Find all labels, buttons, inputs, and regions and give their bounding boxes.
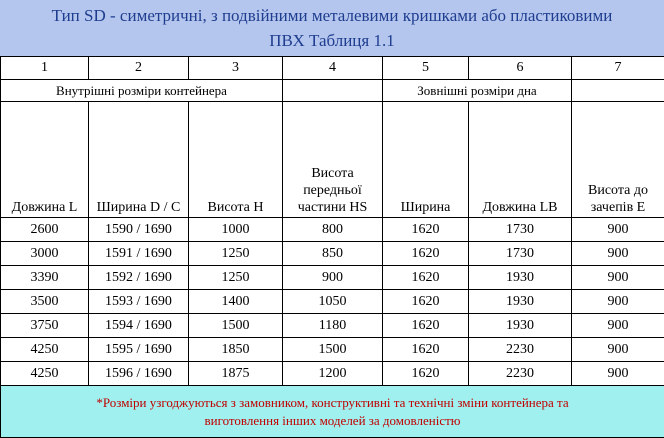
title-line-1: Тип SD - симетричні, з подвійними металевими кришками або пластиковими <box>0 3 664 28</box>
header-height: Висота H <box>189 102 283 218</box>
table-cell: 1620 <box>383 314 469 338</box>
table-cell: 1620 <box>383 218 469 242</box>
table-cell: 1875 <box>189 362 283 386</box>
table-cell: 900 <box>572 338 664 362</box>
table-row <box>1 314 664 338</box>
title-line-2: ПВХ Таблиця 1.1 <box>0 28 664 53</box>
table-row <box>1 218 664 242</box>
column-number: 7 <box>572 57 664 80</box>
column-number: 1 <box>1 57 89 80</box>
table-cell: 1180 <box>283 314 383 338</box>
table-cell: 2230 <box>469 362 572 386</box>
header-front-height-line: Висота <box>283 165 382 182</box>
table-cell: 3000 <box>1 242 89 266</box>
footnote-line-1: *Розміри узгоджуються з замовником, конструктивні та технічні зміни контейнера та <box>11 394 654 412</box>
table-body <box>1 218 664 386</box>
header-bottom-length: Довжина LB <box>469 102 572 218</box>
container-dimensions-table <box>0 56 664 438</box>
table-cell: 1200 <box>283 362 383 386</box>
column-number: 3 <box>189 57 283 80</box>
table-row <box>1 242 664 266</box>
table-cell: 2600 <box>1 218 89 242</box>
table-cell: 900 <box>572 266 664 290</box>
table-cell: 1595 / 1690 <box>89 338 189 362</box>
table-cell: 3500 <box>1 290 89 314</box>
column-number: 6 <box>469 57 572 80</box>
table-cell: 900 <box>572 290 664 314</box>
table-cell: 1596 / 1690 <box>89 362 189 386</box>
header-width: Ширина D / C <box>89 102 189 218</box>
table-cell: 3390 <box>1 266 89 290</box>
group-internal-dimensions: Внутрішні розміри контейнера <box>1 80 283 102</box>
header-hook-height-line: Висота до <box>572 182 664 199</box>
table-cell: 1250 <box>189 266 283 290</box>
footnote <box>1 386 664 438</box>
table-cell: 1590 / 1690 <box>89 218 189 242</box>
table-cell: 1050 <box>283 290 383 314</box>
table-cell: 2230 <box>469 338 572 362</box>
table-cell: 1400 <box>189 290 283 314</box>
table-row <box>1 266 664 290</box>
header-front-height-line: частини HS <box>283 199 382 216</box>
table-cell: 4250 <box>1 362 89 386</box>
header-bottom-width: Ширина <box>383 102 469 218</box>
table-cell: 1930 <box>469 266 572 290</box>
column-number-row <box>1 57 664 80</box>
group-header-row <box>1 80 664 102</box>
footnote-line-2: виготовлення інших моделей за домовленістю <box>11 412 654 430</box>
table-cell: 1930 <box>469 314 572 338</box>
table-cell: 1500 <box>283 338 383 362</box>
header-front-height <box>283 102 383 218</box>
table-cell: 1000 <box>189 218 283 242</box>
table-cell: 1620 <box>383 266 469 290</box>
column-number: 4 <box>283 57 383 80</box>
table-title <box>0 0 664 56</box>
table-cell: 900 <box>572 242 664 266</box>
table-cell: 1730 <box>469 218 572 242</box>
group-empty-cell <box>283 80 383 102</box>
table-cell: 900 <box>572 362 664 386</box>
table-cell: 1594 / 1690 <box>89 314 189 338</box>
column-header-row <box>1 102 664 218</box>
footnote-row <box>1 386 664 438</box>
table-cell: 1591 / 1690 <box>89 242 189 266</box>
table-row <box>1 362 664 386</box>
group-external-dimensions: Зовнішні розміри дна <box>383 80 572 102</box>
header-length: Довжина L <box>1 102 89 218</box>
group-empty-cell <box>572 80 664 102</box>
table-cell: 1592 / 1690 <box>89 266 189 290</box>
table-cell: 1500 <box>189 314 283 338</box>
table-row <box>1 338 664 362</box>
table-cell: 1593 / 1690 <box>89 290 189 314</box>
header-hook-height <box>572 102 664 218</box>
column-number: 5 <box>383 57 469 80</box>
column-number: 2 <box>89 57 189 80</box>
table-cell: 900 <box>572 218 664 242</box>
table-cell: 1250 <box>189 242 283 266</box>
table-cell: 1620 <box>383 338 469 362</box>
table-cell: 4250 <box>1 338 89 362</box>
table-cell: 800 <box>283 218 383 242</box>
table-cell: 1930 <box>469 290 572 314</box>
table-cell: 900 <box>572 314 664 338</box>
table-cell: 1850 <box>189 338 283 362</box>
header-hook-height-line: зачепів E <box>572 199 664 216</box>
table-cell: 900 <box>283 266 383 290</box>
table-cell: 1620 <box>383 362 469 386</box>
header-front-height-line: передньої <box>283 182 382 199</box>
table-cell: 1730 <box>469 242 572 266</box>
table-cell: 1620 <box>383 290 469 314</box>
table-cell: 850 <box>283 242 383 266</box>
table-row <box>1 290 664 314</box>
table-cell: 3750 <box>1 314 89 338</box>
table-cell: 1620 <box>383 242 469 266</box>
